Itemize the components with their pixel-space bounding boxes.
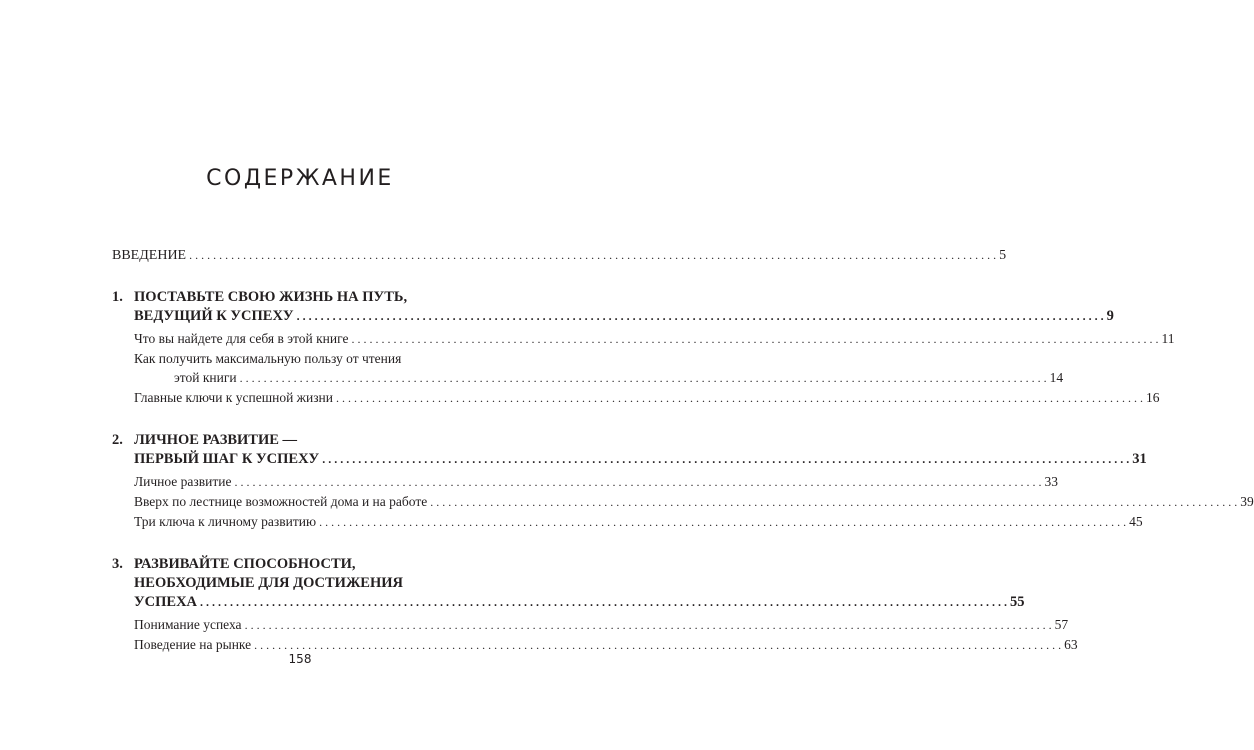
dot-leader — [319, 513, 1126, 532]
dot-leader — [322, 450, 1129, 469]
dot-leader — [200, 593, 1007, 612]
chapter-heading[interactable] — [112, 431, 1147, 469]
toc-section[interactable] — [134, 615, 1069, 635]
chapter-number: 2. — [112, 432, 123, 448]
chapter-title-line: ЛИЧНОЕ РАЗВИТИЕ — — [134, 432, 298, 448]
toc-entry-introduction[interactable] — [112, 246, 1007, 265]
chapter-title-line: УСПЕХА — [134, 594, 198, 610]
toc-section-label: Понимание успеха — [134, 617, 242, 632]
toc-section-label: Три ключа к личному развитию — [134, 514, 317, 529]
toc-page-number: 55 — [1010, 594, 1025, 610]
chapter-number: 1. — [112, 289, 123, 305]
toc-section-label: Поведение на рынке — [134, 637, 252, 652]
toc-section-label: Что вы найдете для себя в этой книге — [134, 331, 349, 346]
toc-chapter-3 — [112, 555, 1078, 655]
dot-leader — [430, 493, 1237, 512]
toc-section[interactable] — [134, 512, 1143, 532]
chapter-title-line: НЕОБХОДИМЫЕ ДЛЯ ДОСТИЖЕНИЯ — [134, 575, 403, 591]
toc-chapter-1 — [112, 288, 1175, 408]
page-number: 158 — [288, 652, 312, 666]
table-of-contents — [112, 246, 1254, 678]
toc-page-number: 5 — [999, 248, 1007, 263]
toc-section-label: этой книги — [174, 370, 237, 385]
dot-leader — [336, 389, 1143, 408]
toc-section[interactable] — [134, 349, 1064, 388]
toc-page-number: 14 — [1049, 370, 1064, 385]
toc-section-label: Главные ключи к успешной жизни — [134, 390, 334, 405]
dot-leader — [234, 473, 1041, 492]
page-title: СОДЕРЖАНИЕ — [206, 166, 394, 191]
toc-section[interactable] — [134, 329, 1175, 349]
toc-page-number: 31 — [1132, 451, 1147, 467]
toc-page-number: 9 — [1106, 308, 1114, 324]
toc-section[interactable] — [134, 388, 1160, 408]
toc-page-number: 39 — [1240, 494, 1254, 509]
chapter-heading[interactable] — [112, 288, 1114, 326]
dot-leader — [297, 307, 1104, 326]
toc-page-number: 11 — [1161, 331, 1175, 346]
chapter-title-line: ПЕРВЫЙ ШАГ К УСПЕХУ — [134, 451, 320, 467]
dot-leader — [351, 330, 1158, 349]
chapter-title-line: РАЗВИВАЙТЕ СПОСОБНОСТИ, — [134, 556, 356, 572]
chapter-title-line: ПОСТАВЬТЕ СВОЮ ЖИЗНЬ НА ПУТЬ, — [134, 289, 408, 305]
toc-page-number: 45 — [1129, 514, 1143, 529]
chapter-heading[interactable] — [112, 555, 1025, 612]
dot-leader — [189, 246, 996, 265]
toc-section[interactable] — [134, 492, 1254, 512]
toc-page-number: 16 — [1146, 390, 1160, 405]
toc-page-number: 33 — [1044, 474, 1058, 489]
toc-chapter-2 — [112, 431, 1254, 532]
toc-page-number: 63 — [1064, 637, 1078, 652]
toc-section-label: Как получить максимальную пользу от чтения — [134, 351, 402, 366]
dot-leader — [240, 369, 1047, 388]
toc-section-label: Вверх по лестнице возможностей дома и на работе — [134, 494, 428, 509]
chapter-number: 3. — [112, 556, 123, 572]
dot-leader — [245, 616, 1052, 635]
toc-page-number: 57 — [1054, 617, 1069, 632]
toc-section-label: Личное развитие — [134, 474, 232, 489]
toc-section[interactable] — [134, 472, 1058, 492]
chapter-title-line: ВЕДУЩИЙ К УСПЕХУ — [134, 308, 294, 324]
toc-entry-label: ВВЕДЕНИЕ — [112, 248, 187, 263]
